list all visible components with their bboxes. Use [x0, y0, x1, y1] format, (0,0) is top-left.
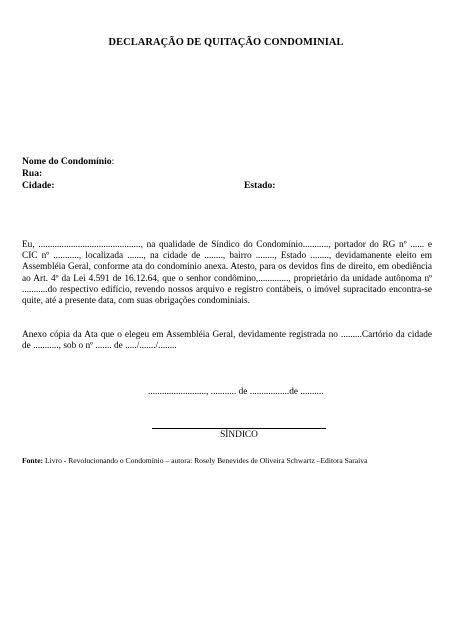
signature-line: [152, 428, 326, 429]
declaration-paragraph: Eu, ............................................, na qualidade de Síndico do Condomínio..........., portador do RG nº ...... e CIC nº ..........., localizada ......., na cidade de ........, bairro ........, Estado ........, devidamanente eleito em Assembléia Geral, conforme ata do condomínio anexa. Atesto, para os devidos fins de direito, em obediência ao Art. 4º da Lei 4.591 de 16.12.64, que o senhor condômino,............., proprietário da unidade autônoma nº ...........do respectivo edifício, revendo nossos arquivo e registro contábeis, o imóvel supracitado encontra-se quite, até a presente data, com suas obrigações condominiais.: [22, 240, 432, 307]
condominio-label-text: Nome do Condomínio: [22, 156, 112, 167]
cidade-field-label: Cidade:: [22, 180, 55, 191]
source-text: Livro - Revolucionando o Condomínio – autora: Rosely Benevides de Oliveira Schwartz –Editora Saraiva: [43, 456, 368, 465]
source-citation: [22, 456, 442, 465]
condominio-field-label: [22, 156, 114, 167]
estado-field-label: Estado:: [244, 180, 276, 191]
condominio-label-colon: :: [111, 156, 115, 167]
annex-paragraph: Anexo cópia da Ata que o elegeu em Assembléia Geral, devidamente registrada no .........Cartório da cidade de ..........., sob o nº ....... de ...../......./........: [22, 330, 432, 352]
source-label: Fonte:: [22, 456, 44, 465]
rua-field-label: Rua:: [22, 168, 43, 179]
document-title: DECLARAÇÃO DE QUITAÇÃO CONDOMINIAL: [108, 37, 344, 48]
signature-label: SÍNDICO: [220, 430, 258, 440]
place-date-line: ........................., ........... de .................de ..........: [148, 387, 324, 397]
